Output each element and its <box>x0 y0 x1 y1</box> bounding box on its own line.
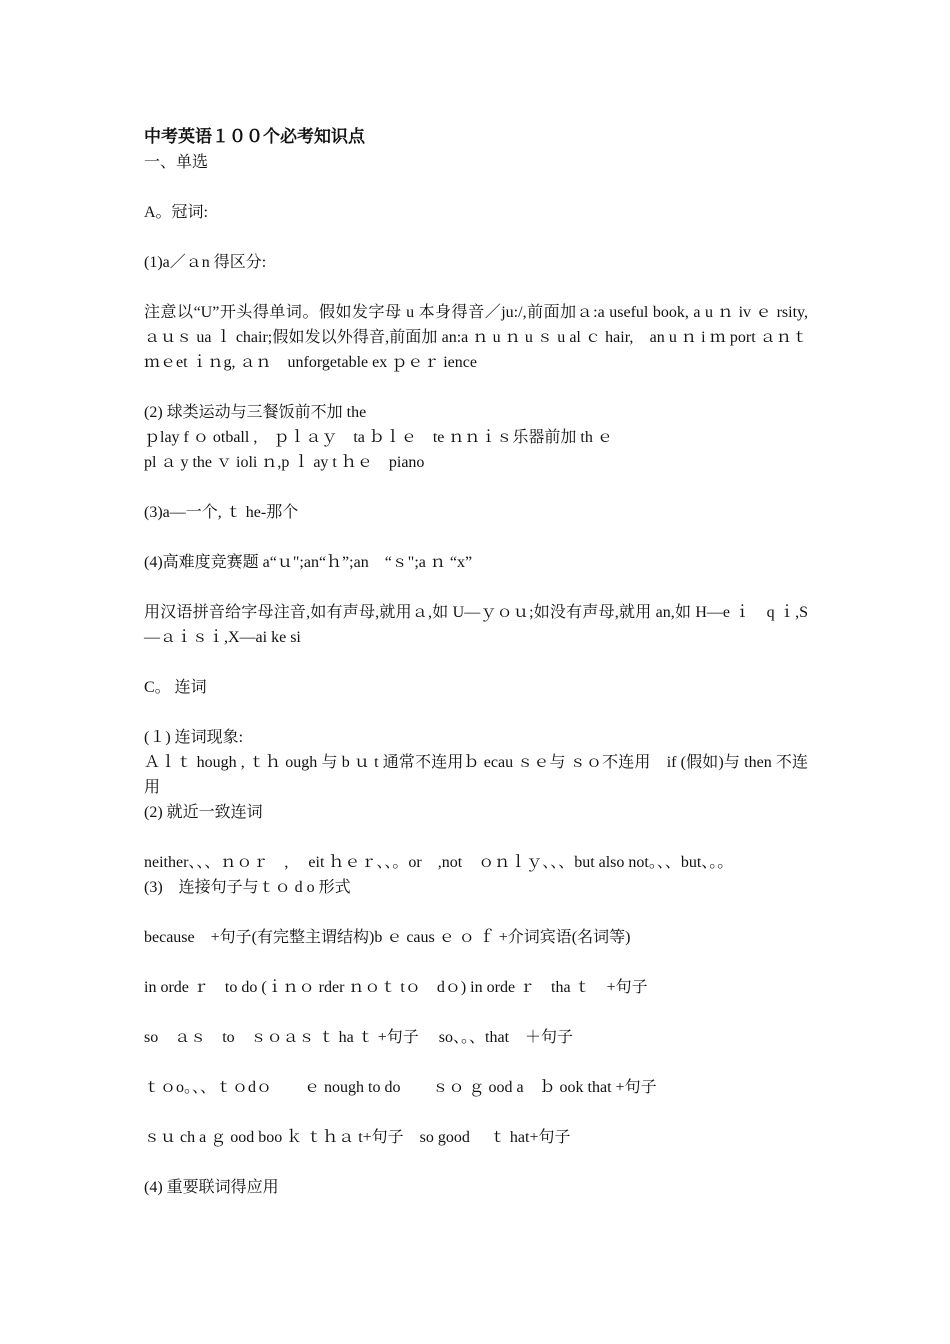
spacer <box>144 575 808 600</box>
item3: (3)a—一个, ｔ he-那个 <box>144 504 299 521</box>
item4-paragraph: 用汉语拼音给字母注音,如有声母,就用ａ,如 U—ｙｏｕ;如没有声母,就用 an,如 H—e ｉ q ｉ,S—ａｉｓｉ,X—ai ke si <box>144 604 808 646</box>
spacer <box>144 525 808 550</box>
item2-line-2: ｐlay f ｏ otball , ｐｌａｙ ta ｂｌｅ te ｎｎｉｓ乐器前加 th ｅ <box>144 429 613 446</box>
spacer <box>144 650 808 675</box>
item1-paragraph: 注意以“U”开头得单词。假如发字母 u 本身得音／ju:/,前面加ａ:a useful book, a u ｎ iv ｅ rsity, ａｕｓ ua ｌ chair;假如发以外得音,前面加 an:a ｎ u ｎ u ｓ u al ｃ hair, an u ｎ i ｍ port ａｎｔ ｍｅet ｉｎg, ａｎ unforgetable ex ｐｅｒ ience <box>144 304 825 371</box>
spacer <box>144 275 808 300</box>
document-title: 中考英语１００个必考知识点 <box>144 127 365 146</box>
conj4-heading: (4) 重要联词得应用 <box>144 1179 279 1196</box>
conj1-paragraph: Ａｌｔ hough , ｔｈ ough 与 b ｕ t 通常不连用ｂ ecau ｓｅ与 ｓｏ不连用 if (假如)与 then 不连用 <box>144 754 808 796</box>
spacer <box>144 1100 808 1125</box>
spacer <box>144 1050 808 1075</box>
spacer <box>144 475 808 500</box>
subsection-heading-conjunctions: C。 连词 <box>144 679 207 696</box>
item2-line-1: (2) 球类运动与三餐饭前不加 the <box>144 404 367 421</box>
conj3-line-4: ｔｏo。、、ｔｏdｏ ｅ nough to do ｓｏ ｇ ood a ｂ ook that +句子 <box>144 1079 657 1096</box>
spacer <box>144 225 808 250</box>
item1-heading: (1)a／ａn 得区分: <box>144 254 267 271</box>
document-page <box>144 123 825 1200</box>
conj1-heading: (１) 连词现象: <box>144 729 244 746</box>
conj3-line-5: ｓｕ ch a ｇ ood boo ｋ ｔｈａ t+句子 so good ｔ hat+句子 <box>144 1129 571 1146</box>
spacer <box>144 700 808 725</box>
subsection-heading-articles: A。冠词: <box>144 204 209 221</box>
spacer <box>144 375 808 400</box>
conj3-line-1: because +句子(有完整主谓结构)b ｅ caus ｅ ｏ ｆ +介词宾语(名词等) <box>144 929 631 946</box>
spacer <box>144 175 808 200</box>
item2-line-3: pl ａ y the ｖ ioli ｎ,p ｌ ay t ｈｅ piano <box>144 454 425 471</box>
spacer <box>144 900 808 925</box>
spacer <box>144 950 808 975</box>
conj3-line-3: so ａｓ to ｓｏａｓ ｔ ha ｔ +句子 so、。、that ＋句子 <box>144 1029 574 1046</box>
conj3-line-2: in orde ｒ to do (ｉｎｏ rder ｎｏｔ tｏ dｏ) in orde ｒ tha ｔ +句子 <box>144 979 648 996</box>
item4: (4)高难度竞赛题 a“ｕ";an“ｈ”;an “ｓ";a ｎ “x” <box>144 554 473 571</box>
conj2-paragraph: neither、、、ｎｏｒ , eit ｈｅｒ、、。or ,not ｏｎｌｙ、、、but also not。、、but、。。 <box>144 854 734 871</box>
section-heading-single-choice: 一、单选 <box>144 154 209 171</box>
spacer <box>144 825 808 850</box>
spacer <box>144 1150 808 1175</box>
conj2-heading: (2) 就近一致连词 <box>144 804 263 821</box>
spacer <box>144 1000 808 1025</box>
conj3-heading: (3) 连接句子与ｔｏ d o 形式 <box>144 879 351 896</box>
